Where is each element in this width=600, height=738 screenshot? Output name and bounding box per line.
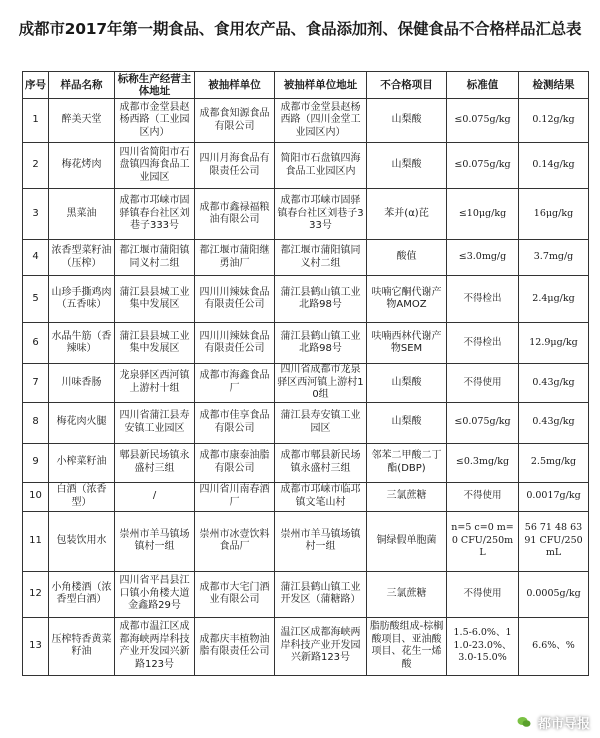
cell-standard-value: ≤0.075g/kg (447, 143, 519, 189)
cell-failed-item: 三氯蔗糖 (367, 571, 447, 617)
cell-standard-value: ≤3.0mg/g (447, 240, 519, 276)
cell-test-result: 2.5mg/kg (519, 443, 589, 482)
cell-index: 8 (23, 402, 49, 443)
cell-test-result: 0.14g/kg (519, 143, 589, 189)
cell-producer-address: 成都市温江区成都海峡两岸科技产业开发园兴新路123号 (115, 617, 195, 675)
cell-standard-value: ≤10μg/kg (447, 189, 519, 240)
table-row (23, 482, 589, 511)
cell-producer-address: 都江堰市蒲阳镇同义村二组 (115, 240, 195, 276)
cell-failed-item: 山梨酸 (367, 402, 447, 443)
cell-sampled-unit-address: 成都市郫县新民场镇永盛村三组 (275, 443, 367, 482)
table-row (23, 189, 589, 240)
cell-sampled-unit: 四川省川南春酒厂 (195, 482, 275, 511)
cell-producer-address: / (115, 482, 195, 511)
cell-standard-value: ≤0.075g/kg (447, 99, 519, 143)
cell-test-result: 3.7mg/g (519, 240, 589, 276)
cell-sample-name: 水晶牛筋（香辣味） (49, 323, 115, 364)
cell-standard-value: 不得使用 (447, 571, 519, 617)
table-row (23, 364, 589, 403)
cell-index: 6 (23, 323, 49, 364)
cell-sampled-unit-address: 四川省成都市龙泉驿区西河镇上游村10组 (275, 364, 367, 403)
header-index: 序号 (23, 72, 49, 99)
table-row (23, 571, 589, 617)
cell-sampled-unit-address: 蒲江县寿安镇工业园区 (275, 402, 367, 443)
results-table-container (22, 71, 588, 731)
header-sample-name: 样品名称 (49, 72, 115, 99)
cell-test-result: 0.0017g/kg (519, 482, 589, 511)
table-row (23, 617, 589, 675)
cell-failed-item: 呋喃它酮代谢产物AMOZ (367, 276, 447, 323)
cell-sample-name: 压榨特香黄菜籽油 (49, 617, 115, 675)
cell-standard-value: 不得使用 (447, 482, 519, 511)
cell-failed-item: 山梨酸 (367, 143, 447, 189)
cell-sampled-unit-address: 成都市邛崃市固驿镇春台社区刘巷子333号 (275, 189, 367, 240)
cell-index: 10 (23, 482, 49, 511)
cell-sample-name: 醉美天堂 (49, 99, 115, 143)
cell-sampled-unit: 成都市大宅门酒业有限公司 (195, 571, 275, 617)
cell-producer-address: 蒲江县县城工业集中发展区 (115, 276, 195, 323)
cell-index: 9 (23, 443, 49, 482)
cell-failed-item: 山梨酸 (367, 99, 447, 143)
cell-test-result: 2.4μg/kg (519, 276, 589, 323)
cell-test-result: 16μg/kg (519, 189, 589, 240)
cell-failed-item: 邻苯二甲酸二丁酯(DBP) (367, 443, 447, 482)
document-title: 成都市2017年第一期食品、食用农产品、食品添加剂、保健食品不合格样品汇总表 (18, 20, 582, 38)
cell-sample-name: 梅花肉火腿 (49, 402, 115, 443)
cell-sample-name: 浓香型菜籽油（压榨） (49, 240, 115, 276)
table-row (23, 240, 589, 276)
cell-sampled-unit: 四川月海食品有限责任公司 (195, 143, 275, 189)
cell-index: 3 (23, 189, 49, 240)
cell-sampled-unit-address: 成都市邛崃市临邛镇文笔山村 (275, 482, 367, 511)
cell-sampled-unit: 崇州市冰壹饮料食品厂 (195, 511, 275, 571)
cell-test-result: 0.0005g/kg (519, 571, 589, 617)
cell-producer-address: 四川省平昌县江口镇小角楼大道金鑫路29号 (115, 571, 195, 617)
watermark (514, 712, 590, 732)
table-header-row (23, 72, 589, 99)
cell-test-result: 56 71 48 63 91 CFU/250mL (519, 511, 589, 571)
cell-sampled-unit-address: 简阳市石盘镇四海食品工业园区内 (275, 143, 367, 189)
cell-standard-value: ≤0.3mg/kg (447, 443, 519, 482)
header-sampled-unit: 被抽样单位 (195, 72, 275, 99)
cell-failed-item: 酸值 (367, 240, 447, 276)
cell-producer-address: 成都市金堂县赵杨西路（工业园区内） (115, 99, 195, 143)
cell-index: 1 (23, 99, 49, 143)
cell-test-result: 0.43g/kg (519, 364, 589, 403)
header-test-result: 检测结果 (519, 72, 589, 99)
cell-sampled-unit-address: 蒲江县鹤山镇工业开发区（蒲糖路） (275, 571, 367, 617)
cell-index: 12 (23, 571, 49, 617)
cell-standard-value: 1.5-6.0%、11.0-23.0%、3.0-15.0% (447, 617, 519, 675)
cell-test-result: 6.6%、% (519, 617, 589, 675)
cell-sampled-unit: 成都市佳享食品有限公司 (195, 402, 275, 443)
cell-sampled-unit-address: 成都市金堂县赵杨西路（四川金堂工业园区内） (275, 99, 367, 143)
cell-index: 13 (23, 617, 49, 675)
cell-producer-address: 四川省简阳市石盘镇四海食品工业园区 (115, 143, 195, 189)
cell-sampled-unit: 成都市海鑫食品厂 (195, 364, 275, 403)
cell-index: 4 (23, 240, 49, 276)
cell-sample-name: 小角楼酒（浓香型白酒） (49, 571, 115, 617)
cell-sampled-unit-address: 蒲江县鹤山镇工业北路98号 (275, 323, 367, 364)
cell-sample-name: 白酒（浓香型） (49, 482, 115, 511)
cell-standard-value: 不得使用 (447, 364, 519, 403)
cell-failed-item: 呋喃西林代谢产物SEM (367, 323, 447, 364)
cell-test-result: 0.43g/kg (519, 402, 589, 443)
cell-failed-item: 苯并(α)芘 (367, 189, 447, 240)
table-row (23, 99, 589, 143)
cell-test-result: 12.9μg/kg (519, 323, 589, 364)
watermark-text: 都市导报 (537, 716, 590, 732)
cell-sampled-unit: 成都市康泰油脂有限公司 (195, 443, 275, 482)
cell-standard-value: ≤0.075g/kg (447, 402, 519, 443)
cell-sampled-unit: 成都市鑫禄福粮油有限公司 (195, 189, 275, 240)
table-row (23, 143, 589, 189)
cell-sampled-unit-address: 蒲江县鹤山镇工业北路98号 (275, 276, 367, 323)
cell-sampled-unit: 都江堰市蒲阳继勇油厂 (195, 240, 275, 276)
cell-sample-name: 黑菜油 (49, 189, 115, 240)
cell-sampled-unit-address: 温江区成都海峡两岸科技产业开发园兴新路123号 (275, 617, 367, 675)
cell-producer-address: 郫县新民场镇永盛村三组 (115, 443, 195, 482)
cell-sample-name: 山珍手撕鸡肉（五香味） (49, 276, 115, 323)
cell-standard-value: n=5 c=0 m=0 CFU/250mL (447, 511, 519, 571)
cell-failed-item: 三氯蔗糖 (367, 482, 447, 511)
cell-producer-address: 成都市邛崃市固驿镇春台社区刘巷子333号 (115, 189, 195, 240)
cell-sampled-unit-address: 都江堰市蒲阳镇同义村二组 (275, 240, 367, 276)
cell-producer-address: 龙泉驿区西河镇上游村十组 (115, 364, 195, 403)
header-sampled-unit-address: 被抽样单位地址 (275, 72, 367, 99)
cell-producer-address: 崇州市羊马镇场镇村一组 (115, 511, 195, 571)
table-row (23, 323, 589, 364)
cell-sampled-unit: 成都庆丰植物油脂有限责任公司 (195, 617, 275, 675)
results-table (22, 71, 589, 676)
table-row (23, 402, 589, 443)
cell-sample-name: 包装饮用水 (49, 511, 115, 571)
cell-failed-item: 铜绿假单胞菌 (367, 511, 447, 571)
cell-standard-value: 不得检出 (447, 276, 519, 323)
wechat-icon (514, 712, 534, 732)
cell-index: 11 (23, 511, 49, 571)
cell-sample-name: 小榨菜籽油 (49, 443, 115, 482)
table-row (23, 511, 589, 571)
cell-sample-name: 梅花烤肉 (49, 143, 115, 189)
table-row (23, 276, 589, 323)
cell-sample-name: 川味香肠 (49, 364, 115, 403)
cell-standard-value: 不得检出 (447, 323, 519, 364)
header-failed-item: 不合格项目 (367, 72, 447, 99)
cell-test-result: 0.12g/kg (519, 99, 589, 143)
cell-index: 7 (23, 364, 49, 403)
header-standard-value: 标准值 (447, 72, 519, 99)
cell-producer-address: 蒲江县县城工业集中发展区 (115, 323, 195, 364)
header-producer-address: 标称生产经营主体地址 (115, 72, 195, 99)
cell-sampled-unit-address: 崇州市羊马镇场镇村一组 (275, 511, 367, 571)
cell-producer-address: 四川省蒲江县寿安镇工业园区 (115, 402, 195, 443)
cell-failed-item: 山梨酸 (367, 364, 447, 403)
cell-sampled-unit: 成都食知源食品有限公司 (195, 99, 275, 143)
cell-failed-item: 脂肪酸组成-棕榈酸项目、亚油酸项目、花生一烯酸 (367, 617, 447, 675)
cell-index: 5 (23, 276, 49, 323)
table-row (23, 443, 589, 482)
cell-sampled-unit: 四川川辣妹食品有限责任公司 (195, 323, 275, 364)
cell-sampled-unit: 四川川辣妹食品有限责任公司 (195, 276, 275, 323)
cell-index: 2 (23, 143, 49, 189)
